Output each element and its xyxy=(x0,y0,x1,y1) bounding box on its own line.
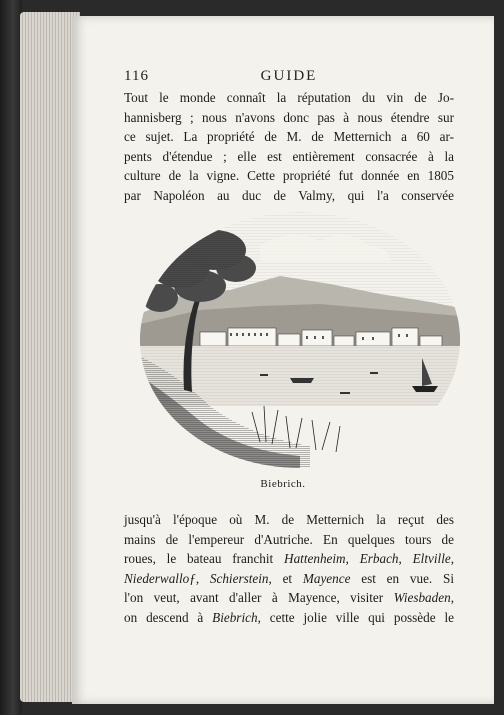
text-line: culture de la vigne. Cette propriété fut donnée en 1805 xyxy=(124,168,454,184)
page-edges xyxy=(20,12,80,702)
bottom-paragraph xyxy=(124,510,454,628)
text-line: roues, le bateau franchit Hattenheim, Erbach, Eltville, xyxy=(124,551,455,567)
text-line: jusqu'à l'époque où M. de Metternich la reçut des xyxy=(124,512,454,527)
page-header xyxy=(124,68,454,88)
book-spine xyxy=(0,0,22,715)
illustration-caption: Biebrich. xyxy=(260,478,306,490)
text-line: l'on veut, avant d'aller à Mayence, visiter Wiesbaden, xyxy=(124,590,454,606)
top-paragraph xyxy=(124,88,454,206)
text-line: ce sujet. La propriété de M. de Metternich a 60 ar- xyxy=(124,129,454,145)
text-line: mains de l'empereur d'Autriche. En quelques tours de xyxy=(124,531,454,547)
text-line: pents d'étendue ; elle est entièrement consacrée à la xyxy=(124,148,454,164)
book-page xyxy=(72,16,494,704)
text-line: Niederwalloƒ, Schierstein, et Mayence est en vue. Si xyxy=(124,570,454,586)
biebrich-engraving xyxy=(140,206,460,474)
page-number: 116 xyxy=(124,68,149,84)
text-line: on descend à Biebrich, cette jolie ville qui possède le xyxy=(124,609,454,625)
running-title: GUIDE xyxy=(260,68,318,84)
text-line: hannisberg ; nous n'avons donc pas à nous étendre sur xyxy=(124,109,454,125)
text-line: par Napoléon au duc de Valmy, qui l'a conservée xyxy=(124,187,454,203)
text-line: Tout le monde connaît la réputation du vin de Jo- xyxy=(124,90,454,105)
